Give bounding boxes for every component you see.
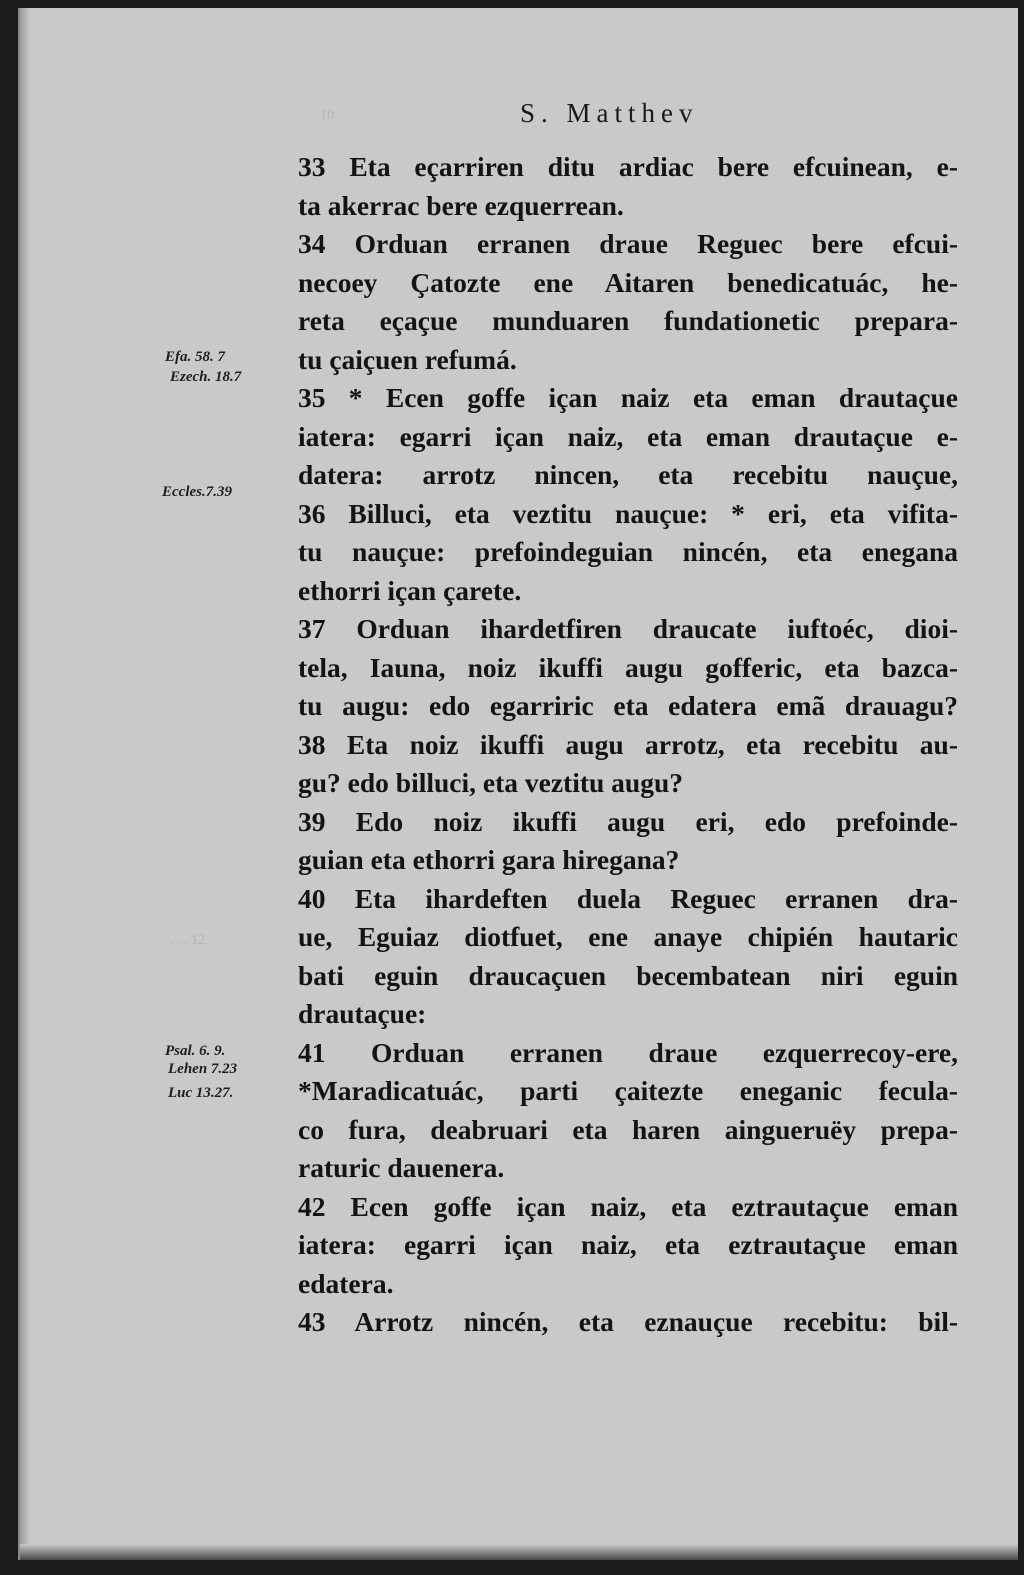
text-line: 37 Orduan ihardetfiren draucate iuftoéc, dioi- [298, 613, 958, 644]
text-line: tu nauçue: prefoindeguian nincén, eta enegana [298, 536, 958, 567]
margin-note-ecclesiasticus: Eccles.7.39 [162, 484, 232, 500]
text-line: 35 * Ecen goffe içan naiz eta eman drautaçue [298, 382, 958, 413]
page-gutter-shadow [20, 8, 30, 1560]
text-line: edatera. [298, 1267, 394, 1299]
text-line: 36 Billuci, eta veztitu nauçue: * eri, eta vifita- [298, 497, 958, 529]
text-line: 33 Eta eçarriren ditu ardiac bere efcuinean, e- [298, 151, 958, 182]
page-bottom-edge [20, 1544, 1018, 1560]
margin-note-lehen: Lehen 7.23 [168, 1061, 238, 1077]
text-line: co fura, deabruari eta haren aingueruëy prepa- [298, 1113, 958, 1145]
text-line: drautaçue: [298, 998, 427, 1029]
text-line: tu augu: edo egarriric eta edatera emã drauagu? [298, 690, 958, 721]
text-line: 41 Orduan erranen draue ezquerrecoy-ere, [298, 1036, 958, 1068]
text-line: tu çaiçuen refumá. [298, 343, 517, 375]
text-line: 34 Orduan erranen draue Reguec bere efcui- [298, 228, 958, 259]
text-line: tela, Iauna, noiz ikuffi augu gofferic, eta bazca- [298, 651, 958, 683]
text-line: raturic dauenera. [298, 1152, 505, 1183]
text-line: gu? edo billuci, eta veztitu augu? [298, 767, 684, 798]
text-line: guian eta ethorri gara hiregana? [298, 844, 680, 875]
text-line: *Maradicatuác, parti çaitezte eneganic fecula- [298, 1075, 958, 1106]
text-line: bati eguin draucaçuen becembatean niri eguin [298, 959, 958, 991]
margin-note-psalm: Psal. 6. 9. [165, 1043, 226, 1059]
text-line: 43 Arrotz nincén, eta eznauçue recebitu: bil- [298, 1306, 958, 1337]
text-line: 40 Eta ihardeften duela Reguec erranen dra- [298, 882, 958, 914]
page-header: S. Matthev [520, 98, 699, 128]
text-line: datera: arrotz nincen, eta recebitu nauçue, [298, 459, 958, 490]
book-page [18, 8, 1018, 1560]
scripture-text [298, 148, 958, 1342]
bleed-through-mark: 10 [320, 108, 334, 123]
margin-note-isaiah: Efa. 58. 7 [165, 349, 225, 365]
margin-note-luke: Luc 13.27. [168, 1085, 234, 1101]
text-line: 38 Eta noiz ikuffi augu arrotz, eta recebitu au- [298, 728, 958, 760]
text-line: ta akerrac bere ezquerrean. [298, 189, 624, 221]
text-line: ethorri içan çarete. [298, 574, 522, 606]
text-line: 42 Ecen goffe içan naiz, eta eztrautaçue eman [298, 1190, 958, 1222]
text-line: 39 Edo noiz ikuffi augu eri, edo prefoinde- [298, 805, 958, 837]
text-line: reta eçaçue munduaren fundationetic prepara- [298, 305, 958, 336]
text-line: necoey Çatozte ene Aitaren benedicatuác, he- [298, 266, 958, 298]
margin-note-ezekiel: Ezech. 18.7 [170, 369, 242, 385]
bleed-through-mark: . . . 12 [170, 933, 205, 948]
text-line: ue, Eguiaz diotfuet, ene anaye chipién hautaric [298, 921, 958, 952]
text-line: iatera: egarri içan naiz, eta eztrautaçue eman [298, 1229, 958, 1260]
text-line: iatera: egarri içan naiz, eta eman drautaçue e- [298, 420, 958, 452]
